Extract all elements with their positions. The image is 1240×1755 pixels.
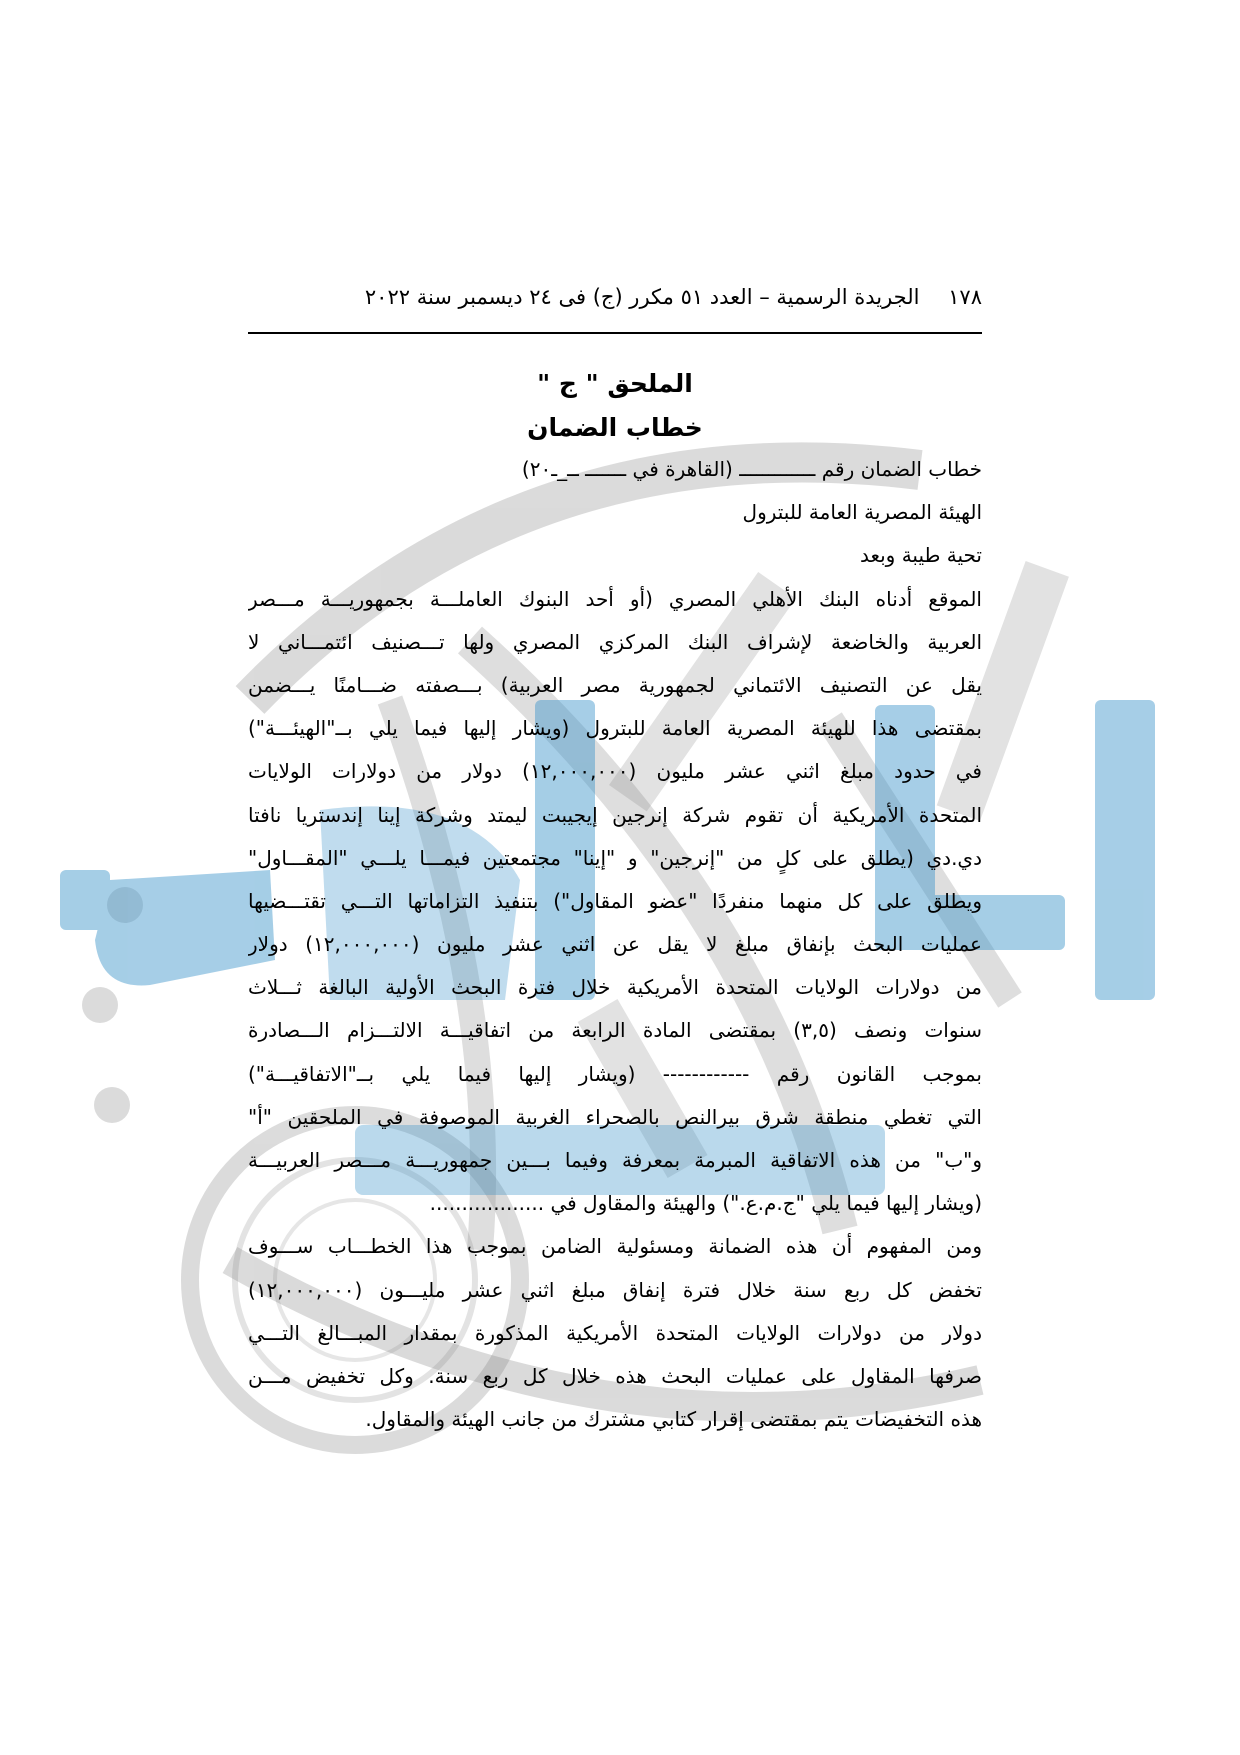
body-line: المتحدة الأمريكية أن تقوم شركة إنرجين إيجيبت ليمتد وشركة إينا إندستريا نافتا bbox=[248, 802, 982, 827]
body-line: العربية والخاضعة لإشراف البنك المركزي المصري ولها تـــصنيف ائتمـــاني لا bbox=[248, 629, 982, 654]
letter-body bbox=[248, 448, 982, 1441]
body-line: من دولارات الولايات المتحدة الأمريكية خلال فترة البحث الأولية البالغة ثـــلاث bbox=[248, 975, 982, 1000]
body-line: تحية طيبة وبعد bbox=[859, 543, 982, 568]
page-number: ١٧٨ bbox=[948, 285, 982, 309]
body-line: دي.دي (يطلق على كلٍ من "إنرجين" و "إينا" مجتمعتين فيمـــا يلـــي "المقـــاول" bbox=[248, 845, 982, 870]
body-line: صرفها المقاول على عمليات البحث هذه خلال كل ربع سنة. وكل تخفيض مـــن bbox=[248, 1363, 982, 1388]
body-line: (ويشار إليها فيما يلي "ج.م.ع.") والهيئة والمقاول في .................. bbox=[429, 1191, 982, 1216]
body-line: يقل عن التصنيف الائتماني لجمهورية مصر العربية) بـــصفته ضـــامنًا يـــضمن bbox=[248, 672, 982, 697]
body-line: ومن المفهوم أن هذه الضمانة ومسئولية الضامن بموجب هذا الخطـــاب ســـوف bbox=[248, 1234, 982, 1259]
document-title: خطاب الضمان bbox=[527, 413, 703, 442]
title-block bbox=[248, 362, 982, 450]
page-header bbox=[248, 285, 982, 325]
header-divider bbox=[248, 332, 982, 334]
body-line: التي تغطي منطقة شرق بيرالنص بالصحراء الغربية الموصوفة في الملحقين "أ" bbox=[248, 1104, 982, 1129]
body-line: هذه التخفيضات يتم بمقتضى إقرار كتابي مشترك من جانب الهيئة والمقاول. bbox=[365, 1407, 982, 1432]
body-line: الموقع أدناه البنك الأهلي المصري (أو أحد البنوك العاملـــة بجمهوريـــة مـــصر bbox=[248, 586, 982, 611]
body-line: في حدود مبلغ اثني عشر مليون (١٢,٠٠٠,٠٠٠) دولار من دولارات الولايات bbox=[248, 759, 982, 784]
annex-title: الملحق " ج " bbox=[537, 369, 693, 398]
body-line: خطاب الضمان رقم ـــــــــــــ (القاهرة في ـــــــ ــ_ـ٢٠) bbox=[521, 457, 982, 481]
body-line: الهيئة المصرية العامة للبترول bbox=[742, 500, 982, 525]
body-line: ويطلق على كل منهما منفردًا "عضو المقاول") بتنفيذ التزاماتها التـــي تقتـــضيها bbox=[248, 888, 982, 913]
body-line: عمليات البحث بإنفاق مبلغ لا يقل عن اثني عشر مليون (١٢,٠٠٠,٠٠٠) دولار bbox=[248, 932, 982, 957]
body-line: دولار من دولارات الولايات المتحدة الأمريكية المذكورة بمقدار المبـــالغ التـــي bbox=[248, 1320, 982, 1345]
body-line: بمقتضى هذا للهيئة المصرية العامة للبترول (ويشار إليها فيما يلي بــ"الهيئـــة") bbox=[248, 716, 982, 741]
body-line: تخفض كل ربع سنة خلال فترة إنفاق مبلغ اثني عشر مليـــون (١٢,٠٠٠,٠٠٠) bbox=[248, 1277, 982, 1302]
header-text bbox=[365, 285, 982, 309]
body-line: بموجب القانون رقم ------------ (ويشار إليها فيما يلي بــ"الاتفاقيـــة") bbox=[248, 1061, 982, 1086]
body-line: سنوات ونصف (٣,٥) بمقتضى المادة الرابعة من اتفاقيـــة الالتـــزام الـــصادرة bbox=[248, 1018, 982, 1043]
body-line: و"ب" من هذه الاتفاقية المبرمة بمعرفة وفيما بـــين جمهوريـــة مـــصر العربيـــة bbox=[248, 1148, 982, 1172]
publication-line: الجريدة الرسمية – العدد ٥١ مكرر (ج) فى ٢٤ ديسمبر سنة ٢٠٢٢ bbox=[364, 285, 920, 309]
